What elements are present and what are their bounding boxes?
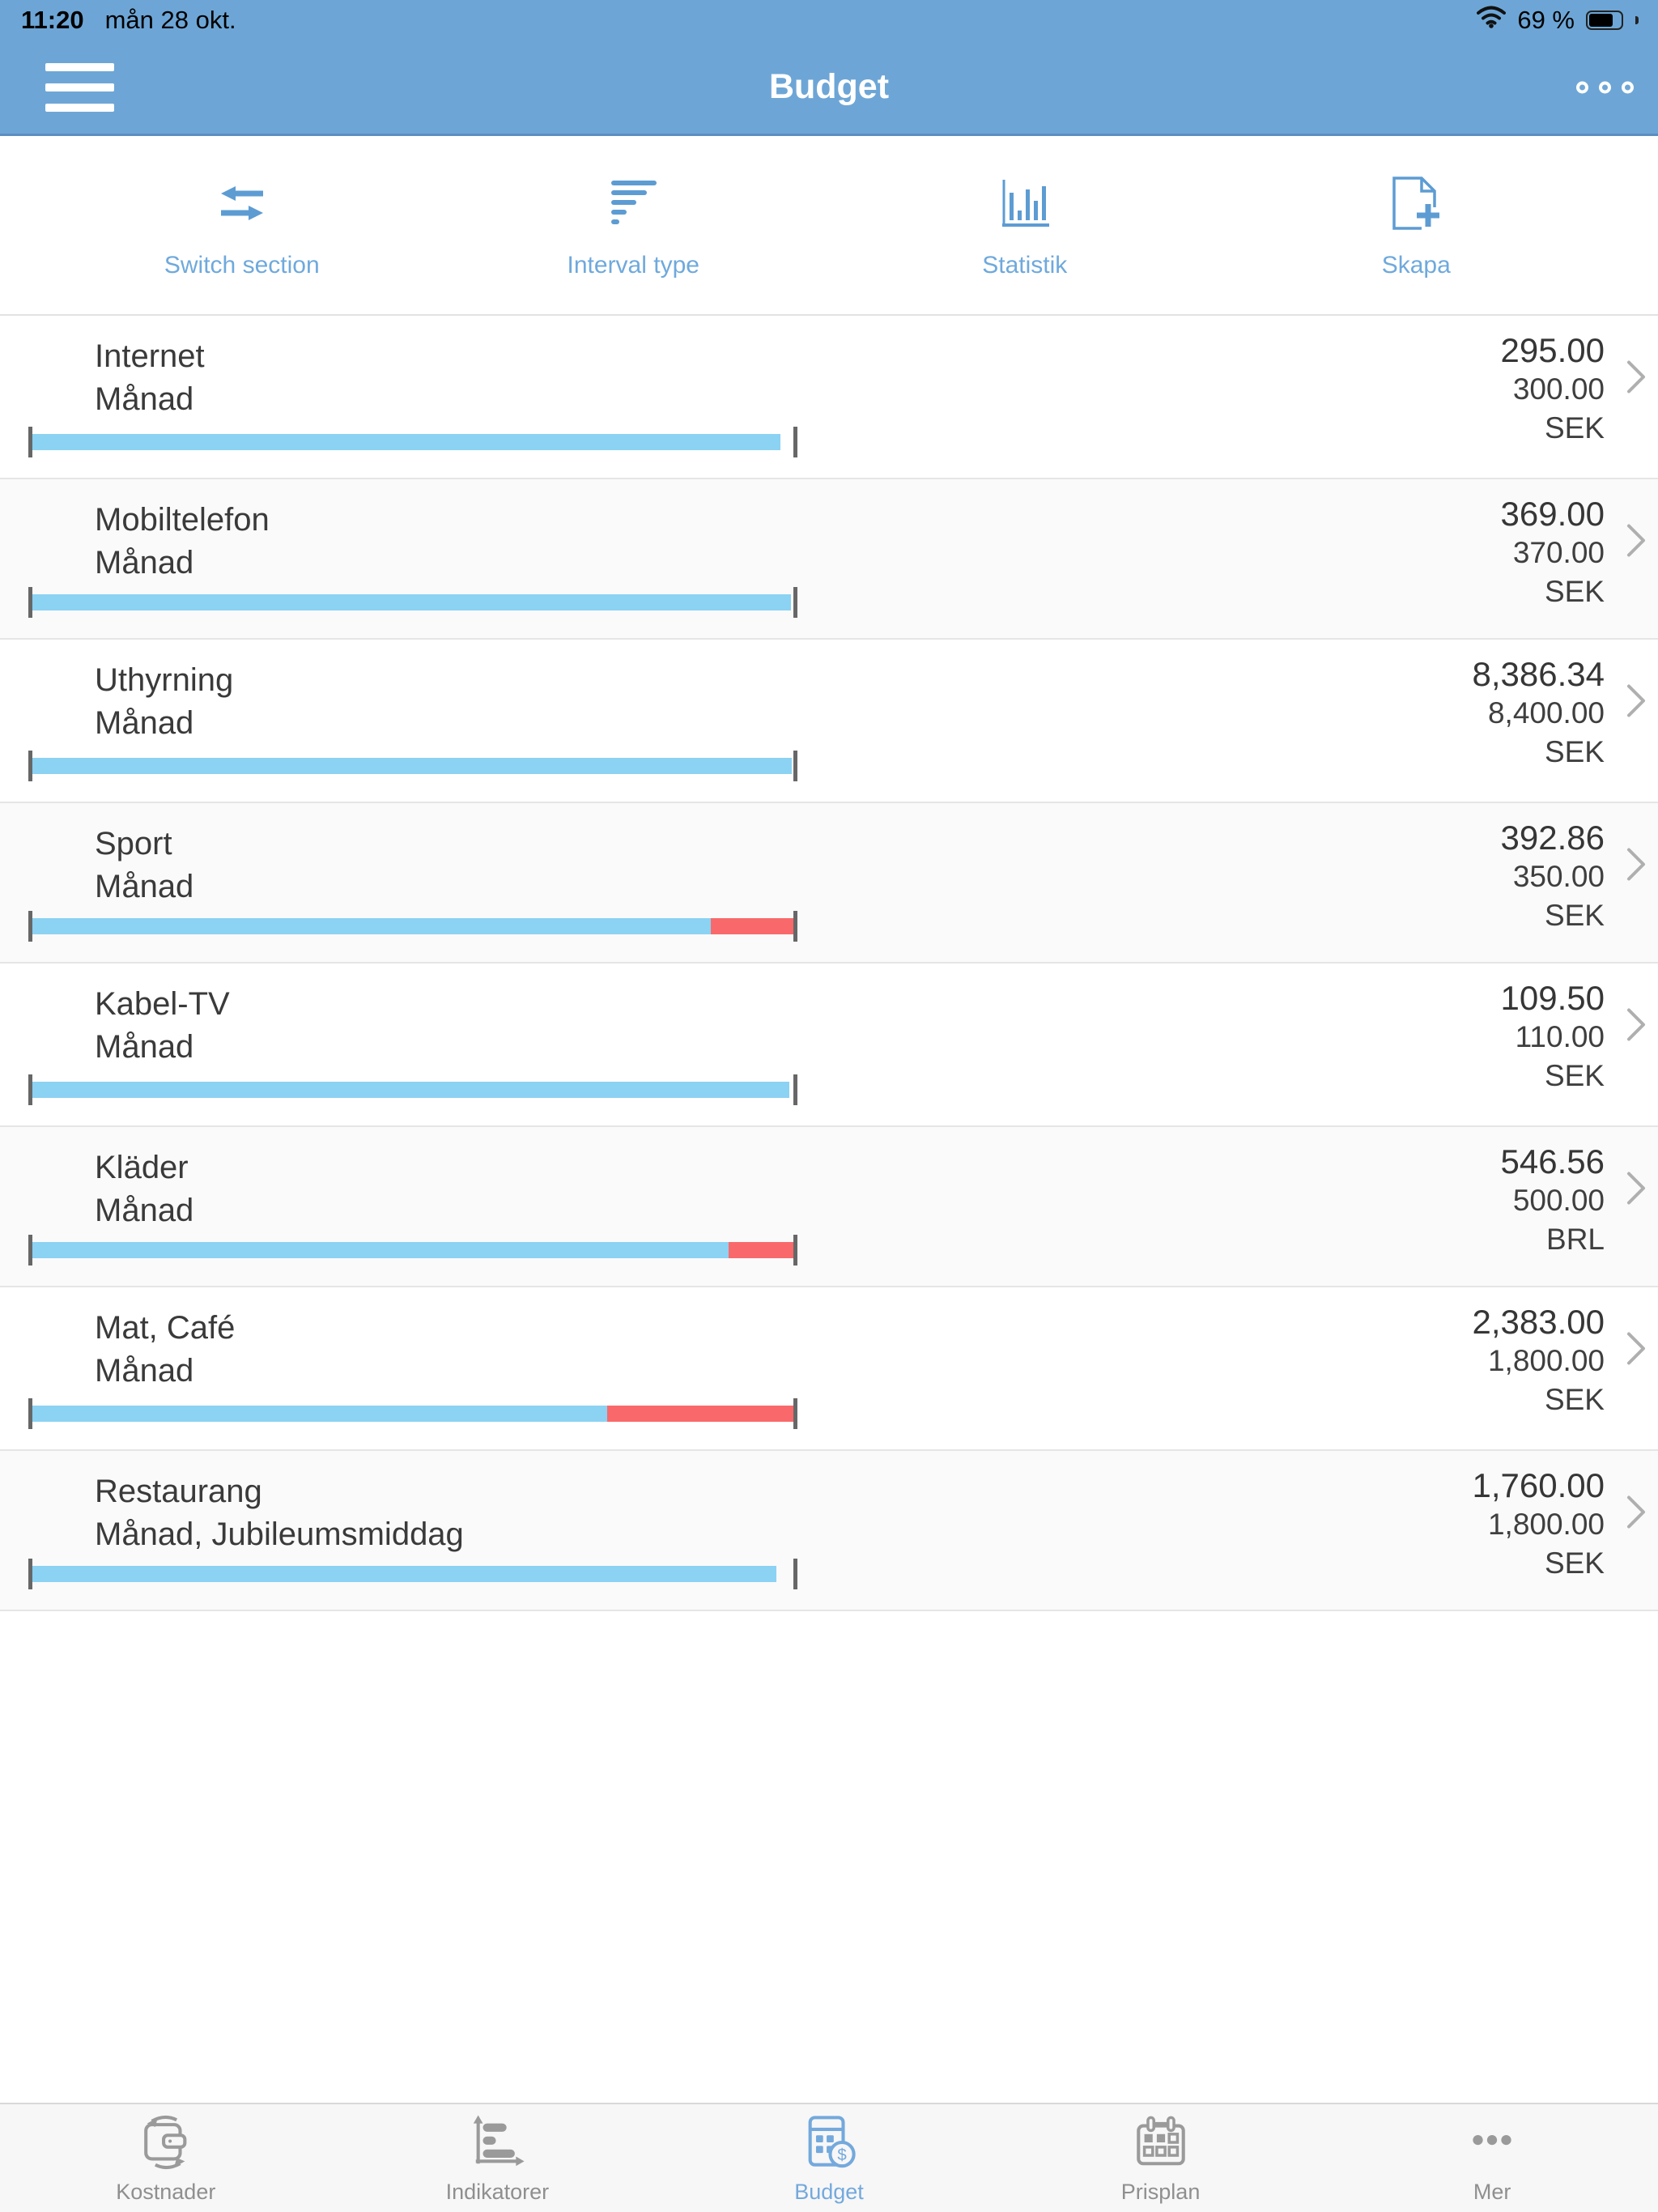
actual-amount: 2,383.00 bbox=[1472, 1303, 1605, 1341]
status-bar bbox=[0, 0, 1658, 40]
budget-item-period: Månad bbox=[95, 381, 194, 417]
chevron-right-icon bbox=[1624, 521, 1648, 564]
progress-bar bbox=[32, 1566, 793, 1582]
budget-row[interactable] bbox=[0, 1449, 1658, 1611]
progress-bar bbox=[32, 758, 793, 774]
actual-amount: 546.56 bbox=[1500, 1142, 1605, 1180]
horizontal-chart-icon bbox=[466, 2114, 528, 2175]
calculator-money-icon bbox=[798, 2114, 860, 2175]
budget-row[interactable] bbox=[0, 802, 1658, 963]
budget-item-period: Månad bbox=[95, 1193, 194, 1228]
budget-item-period: Månad bbox=[95, 1353, 194, 1389]
budget-item-name: Kläder bbox=[95, 1150, 189, 1185]
budget-item-name: Sport bbox=[95, 826, 172, 861]
budget-item-name: Mat, Café bbox=[95, 1310, 236, 1346]
statistik-button[interactable] bbox=[829, 136, 1221, 314]
budget-list bbox=[0, 316, 1658, 1611]
battery-icon bbox=[1586, 11, 1623, 30]
interval-type-button[interactable] bbox=[438, 136, 830, 314]
budget-amount: 1,800.00 bbox=[1487, 1344, 1605, 1377]
currency-code: SEK bbox=[1544, 1059, 1605, 1092]
budget-amount: 8,400.00 bbox=[1487, 696, 1605, 730]
progress-bar bbox=[32, 918, 793, 934]
more-options-icon[interactable] bbox=[1576, 81, 1634, 93]
budget-item-name: Mobiltelefon bbox=[95, 502, 270, 538]
battery-tip bbox=[1635, 16, 1639, 24]
currency-code: SEK bbox=[1544, 1546, 1605, 1580]
currency-code: SEK bbox=[1544, 735, 1605, 768]
budget-row[interactable] bbox=[0, 1287, 1658, 1449]
chevron-right-icon bbox=[1624, 1329, 1648, 1372]
status-time: 11:20 bbox=[21, 6, 84, 34]
progress-bar bbox=[32, 434, 793, 450]
chevron-right-icon bbox=[1624, 1006, 1648, 1049]
budget-row[interactable] bbox=[0, 478, 1658, 640]
actual-amount: 369.00 bbox=[1500, 495, 1605, 533]
wallet-sync-icon bbox=[135, 2114, 197, 2175]
nav-bar bbox=[0, 40, 1658, 136]
actual-amount: 295.00 bbox=[1500, 331, 1605, 369]
budget-amount: 300.00 bbox=[1512, 372, 1605, 406]
currency-code: BRL bbox=[1546, 1223, 1605, 1256]
switch-section-button[interactable] bbox=[46, 136, 438, 314]
bar-chart-icon bbox=[999, 171, 1051, 236]
chevron-right-icon bbox=[1624, 682, 1648, 725]
more-dots-icon bbox=[1461, 2114, 1523, 2175]
budget-row[interactable] bbox=[0, 963, 1658, 1125]
progress-bar-overflow bbox=[607, 1406, 793, 1422]
progress-bar-overflow bbox=[729, 1242, 793, 1258]
toolbar-label: Skapa bbox=[1381, 252, 1451, 279]
toolbar-label: Switch section bbox=[164, 252, 320, 279]
toolbar bbox=[0, 136, 1658, 316]
budget-item-period: Månad bbox=[95, 1029, 194, 1065]
tab-indikatorer[interactable] bbox=[332, 2104, 664, 2212]
progress-bar-fill bbox=[32, 1082, 789, 1098]
chevron-right-icon bbox=[1624, 845, 1648, 888]
progress-bar bbox=[32, 1242, 793, 1258]
switch-arrows-icon bbox=[216, 171, 268, 236]
budget-item-period: Månad, Jubileumsmiddag bbox=[95, 1516, 464, 1552]
chevron-right-icon bbox=[1624, 1169, 1648, 1212]
tab-budget[interactable] bbox=[663, 2104, 995, 2212]
new-document-icon bbox=[1389, 171, 1443, 236]
budget-item-name: Restaurang bbox=[95, 1474, 262, 1509]
budget-row[interactable] bbox=[0, 316, 1658, 478]
toolbar-label: Interval type bbox=[567, 252, 699, 279]
wifi-icon bbox=[1477, 6, 1506, 35]
skapa-button[interactable] bbox=[1221, 136, 1613, 314]
toolbar-label: Statistik bbox=[982, 252, 1068, 279]
budget-row[interactable] bbox=[0, 1125, 1658, 1287]
budget-amount: 500.00 bbox=[1512, 1184, 1605, 1217]
tab-kostnader[interactable] bbox=[0, 2104, 332, 2212]
status-date: mån 28 okt. bbox=[104, 6, 236, 34]
currency-code: SEK bbox=[1544, 575, 1605, 608]
budget-amount: 1,800.00 bbox=[1487, 1508, 1605, 1541]
interval-lines-icon bbox=[607, 171, 659, 236]
budget-item-period: Månad bbox=[95, 545, 194, 581]
progress-bar-fill bbox=[32, 594, 791, 610]
tab-label: Kostnader bbox=[116, 2180, 216, 2204]
currency-code: SEK bbox=[1544, 1383, 1605, 1416]
tab-label: Mer bbox=[1473, 2180, 1511, 2204]
tab-mer[interactable] bbox=[1326, 2104, 1658, 2212]
tab-label: Prisplan bbox=[1120, 2180, 1201, 2204]
tab-prisplan[interactable] bbox=[995, 2104, 1327, 2212]
progress-bar bbox=[32, 1082, 793, 1098]
actual-amount: 8,386.34 bbox=[1472, 655, 1605, 693]
svg-text:$: $ bbox=[837, 2146, 847, 2164]
budget-amount: 370.00 bbox=[1512, 536, 1605, 569]
battery-percent: 69 % bbox=[1517, 6, 1575, 34]
progress-bar-fill bbox=[32, 434, 780, 450]
currency-code: SEK bbox=[1544, 411, 1605, 445]
progress-bar bbox=[32, 594, 793, 610]
chevron-right-icon bbox=[1624, 358, 1648, 401]
currency-code: SEK bbox=[1544, 899, 1605, 932]
progress-bar-fill bbox=[32, 758, 792, 774]
budget-amount: 110.00 bbox=[1515, 1020, 1605, 1053]
calendar-icon bbox=[1130, 2114, 1192, 2175]
budget-amount: 350.00 bbox=[1512, 860, 1605, 893]
actual-amount: 1,760.00 bbox=[1472, 1466, 1605, 1504]
progress-bar-fill bbox=[32, 1566, 776, 1582]
budget-row[interactable] bbox=[0, 640, 1658, 802]
tab-label: Indikatorer bbox=[445, 2180, 550, 2204]
progress-bar bbox=[32, 1406, 793, 1422]
actual-amount: 392.86 bbox=[1500, 819, 1605, 857]
budget-item-name: Uthyrning bbox=[95, 662, 234, 698]
budget-item-period: Månad bbox=[95, 705, 194, 741]
chevron-right-icon bbox=[1624, 1493, 1648, 1536]
budget-item-period: Månad bbox=[95, 869, 194, 904]
actual-amount: 109.50 bbox=[1500, 979, 1605, 1017]
budget-item-name: Kabel-TV bbox=[95, 986, 230, 1022]
progress-bar-fill bbox=[32, 1242, 729, 1258]
progress-bar-fill bbox=[32, 918, 711, 934]
progress-bar-fill bbox=[32, 1406, 607, 1422]
tab-bar bbox=[0, 2103, 1658, 2212]
budget-item-name: Internet bbox=[95, 338, 205, 374]
page-title: Budget bbox=[768, 67, 890, 106]
hamburger-menu-icon[interactable] bbox=[45, 51, 114, 124]
progress-bar-overflow bbox=[711, 918, 793, 934]
tab-label: Budget bbox=[794, 2180, 864, 2204]
